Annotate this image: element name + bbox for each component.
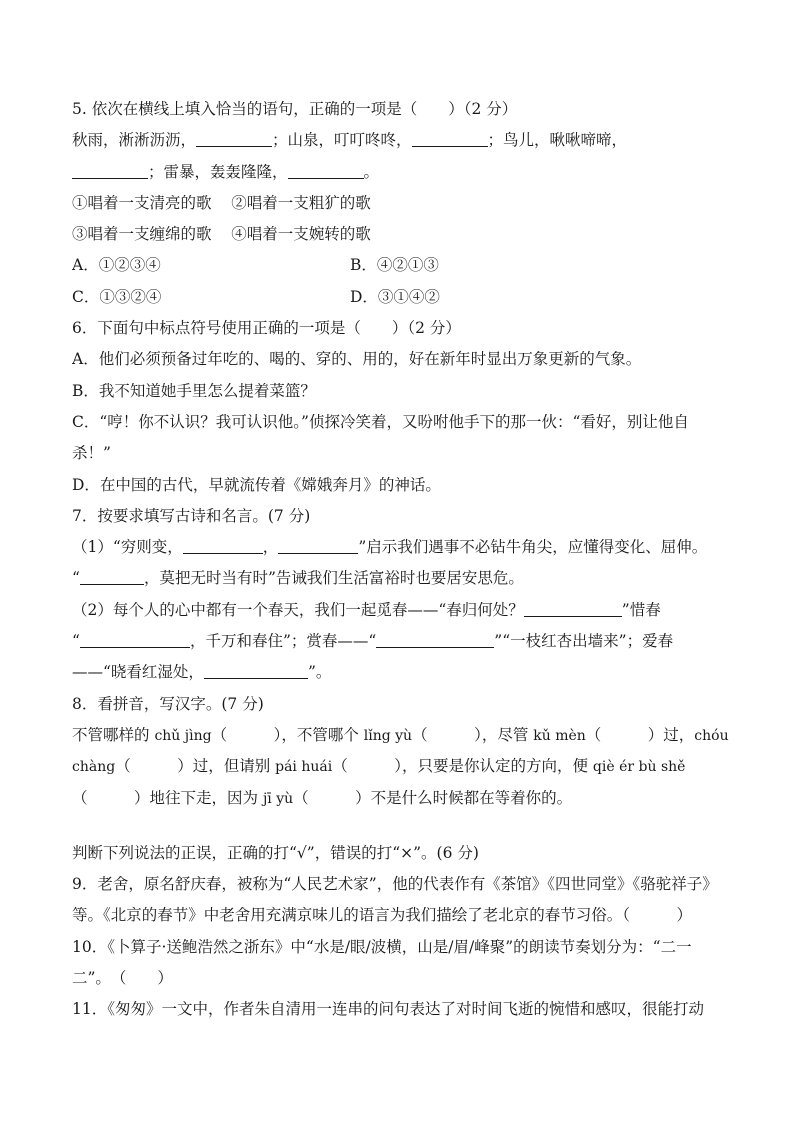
exam-page bbox=[72, 94, 732, 1026]
q5-stem: 5. 依次在横线上填入恰当的语句，正确的一项是（ ）（2 分） bbox=[72, 100, 518, 118]
q6-option-c-line2[interactable]: 杀！” bbox=[72, 444, 111, 463]
q7-blank-5[interactable] bbox=[80, 631, 190, 648]
q11-line1: 11．《匆匆》一文中，作者朱自清用一连串的问句表达了对时间飞逝的惋惜和感叹，很能打动 bbox=[72, 1000, 704, 1019]
q5-choice-2: ②唱着一支粗犷的歌 bbox=[231, 193, 371, 212]
q7-stem: 7．按要求填写古诗和名言。(7 分) bbox=[72, 506, 311, 525]
q8-stem: 8．看拼音，写汉字。(7 分) bbox=[72, 694, 264, 713]
q7-blank-3[interactable] bbox=[80, 568, 144, 585]
q5-option-c[interactable]: C．①③②④ bbox=[72, 287, 162, 306]
pinyin-chou: chóu bbox=[694, 727, 729, 744]
q5-blank-4[interactable] bbox=[288, 161, 364, 178]
judge-stem: 判断下列说法的正误，正确的打“√”，错误的打“×”。(6 分) bbox=[72, 843, 479, 862]
section-gap bbox=[72, 814, 732, 838]
pinyin-jiyu: jī yù bbox=[262, 790, 294, 807]
q7-part2-line3: ——“晓看红湿处， ”。 bbox=[72, 663, 332, 682]
q5-line1: 秋雨，淅淅沥沥， ；山泉，叮叮咚咚， ；鸟儿，啾啾啼啼， bbox=[72, 131, 628, 150]
q5-option-d[interactable]: D．③①④② bbox=[350, 287, 440, 306]
pinyin-qieerbushe: qiè ér bù shě bbox=[592, 759, 686, 776]
q9-line2: 等。《北京的春节》中老舍用充满京味儿的语言为我们描绘了老北京的春节习俗。（ ） bbox=[72, 906, 693, 925]
q7-part2-line2: “ ，千万和春住”；赏春——“ ”“一枝红杏出墙来”；爱春 bbox=[72, 632, 674, 651]
q6-option-c-line1[interactable]: C．“哼！你不认识？我可认识他。”侦探冷笑着，又吩咐他手下的那一伙：“看好，别让他自 bbox=[72, 412, 689, 431]
q5-option-a[interactable]: A．①②③④ bbox=[72, 256, 161, 275]
q7-part1-line2: “ ，莫把无时当有时”告诫我们生活富裕时也要居安思危。 bbox=[72, 569, 524, 588]
q6-stem: 6．下面句中标点符号使用正确的一项是（ ）（2 分） bbox=[72, 319, 461, 338]
q5-choices-row1 bbox=[72, 188, 732, 219]
q10-line2: 二”。 （ ） bbox=[72, 969, 173, 988]
q8-line2: chàng（ ）过，但请别 pái huái（ ），只要是你认定的方向，便 qiè ér bù shě bbox=[72, 757, 686, 776]
q5-choice-1: ①唱着一支清亮的歌 bbox=[72, 193, 212, 212]
q6-option-a[interactable]: A．他们必须预备过年吃的、喝的、穿的、用的，好在新年时显出万象更新的气象。 bbox=[72, 350, 642, 369]
pinyin-chujing: chǔ jìng bbox=[154, 727, 212, 744]
q7-part1-line1: （1）“穷则变， ， ”启示我们遇事不必钻牛角尖，应懂得变化、屈伸。 bbox=[72, 538, 708, 557]
pinyin-chang: chàng bbox=[72, 759, 116, 776]
q7-blank-4[interactable] bbox=[524, 599, 622, 616]
q9-line1: 9．老舍，原名舒庆春，被称为“人民艺术家”，他的代表作有《茶馆》《四世同堂》《骆驼祥子》 bbox=[72, 875, 718, 894]
q8-line3: （ ）地往下走，因为 jī yù（ ）不是什么时候都在等着你的。 bbox=[72, 788, 573, 807]
q5-line2: ；雷暴，轰轰隆隆， 。 bbox=[72, 157, 732, 188]
pinyin-kumen: kǔ mèn bbox=[533, 727, 586, 744]
q5-blank-3[interactable] bbox=[72, 161, 148, 178]
q5-blank-1[interactable] bbox=[196, 130, 272, 147]
q5-choice-4: ④唱着一支婉转的歌 bbox=[231, 225, 371, 244]
q5-blank-2[interactable] bbox=[412, 130, 488, 147]
pinyin-lingyu: lǐng yù bbox=[363, 727, 413, 744]
q7-blank-1[interactable] bbox=[183, 537, 263, 554]
q6-option-d[interactable]: D．在中国的古代，早就流传着《嫦娥奔月》的神话。 bbox=[72, 475, 441, 494]
q7-blank-2[interactable] bbox=[278, 537, 358, 554]
q7-part2-line1: （2）每个人的心中都有一个春天，我们一起觅春——“春归何处？ ”惜春 bbox=[72, 600, 661, 619]
q5-option-b[interactable]: B．④②①③ bbox=[350, 256, 439, 275]
q10-line1: 10．《卜算子·送鲍浩然之浙东》中“水是/眼/波横，山是/眉/峰聚”的朗读节奏划分为：“二一 bbox=[72, 937, 692, 956]
q5-options-row2 bbox=[72, 282, 732, 313]
q6-option-b[interactable]: B．我不知道她手里怎么提着菜篮？ bbox=[72, 381, 316, 400]
q5-choice-3: ③唱着一支缠绵的歌 bbox=[72, 225, 212, 244]
q5-choices-row2 bbox=[72, 219, 732, 250]
q5-options-row1 bbox=[72, 250, 732, 281]
pinyin-paihuai: pái huái bbox=[275, 759, 333, 776]
q8-line1: 不管哪样的 chǔ jìng（ ），不管哪个 lǐng yù（ ），尽管 kǔ mèn（ ）过，chóu bbox=[72, 725, 729, 744]
q7-blank-7[interactable] bbox=[204, 662, 308, 679]
q7-blank-6[interactable] bbox=[376, 631, 494, 648]
